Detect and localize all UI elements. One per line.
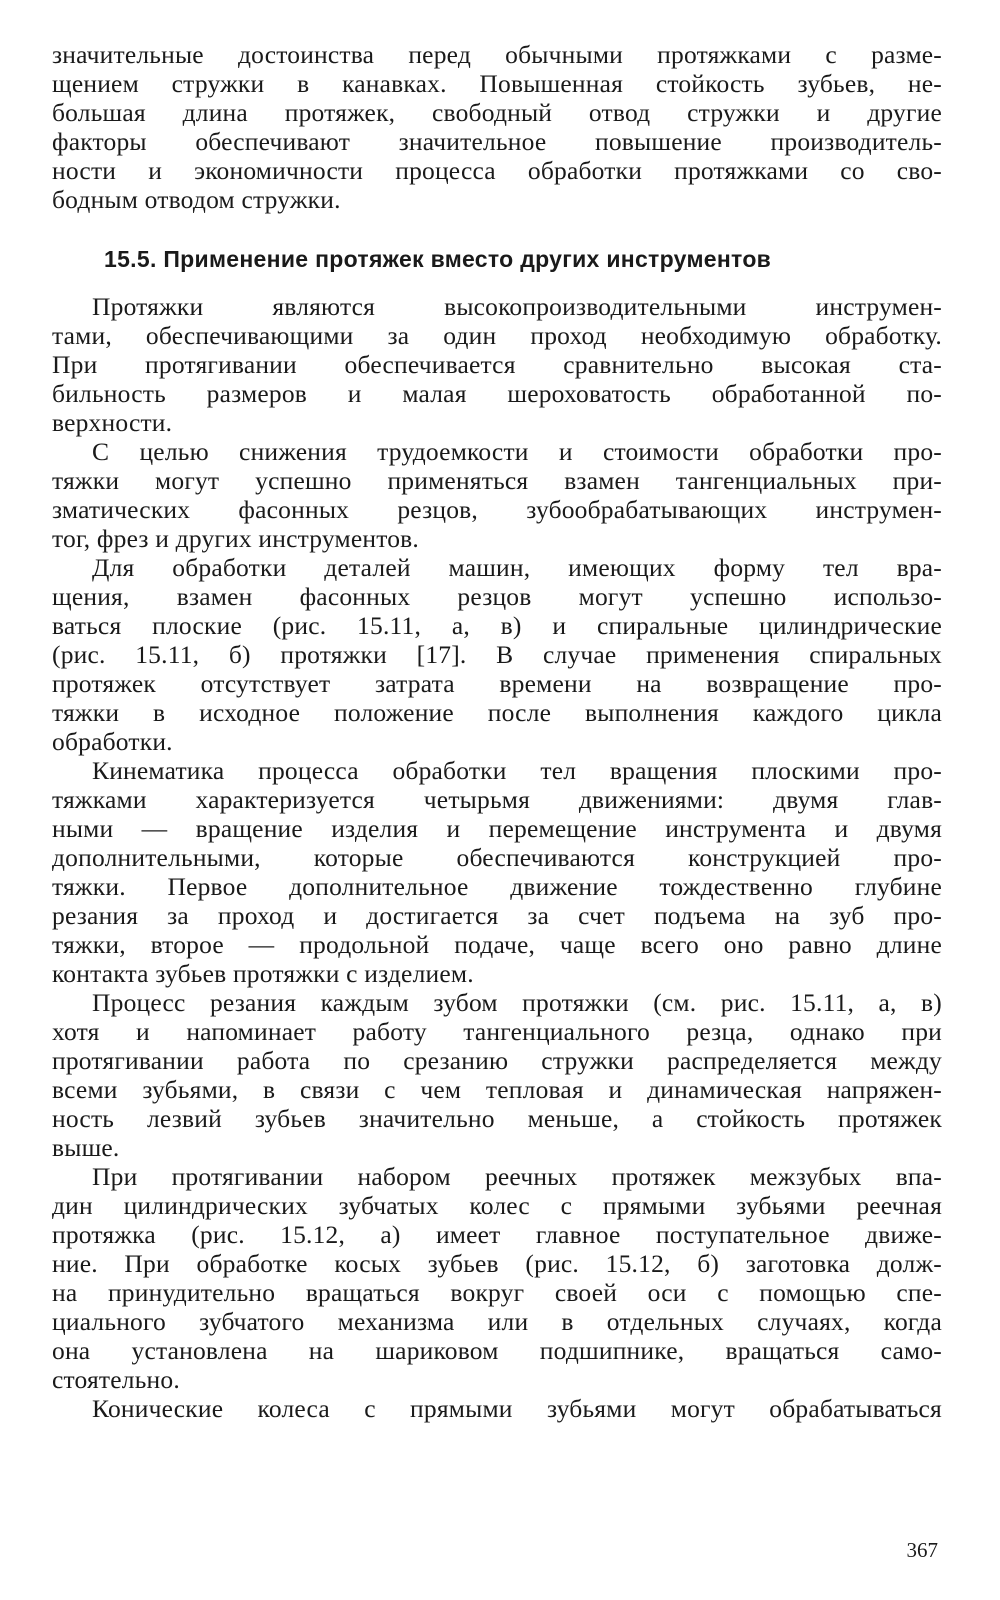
- text-line: хотя и напоминает работу тангенциального резца, однако при: [52, 1017, 942, 1046]
- paragraph: [52, 1394, 942, 1423]
- section-heading: 15.5. Применение протяжек вместо других инструментов: [104, 246, 772, 272]
- paragraph: [52, 292, 942, 437]
- text-line: ваться плоские (рис. 15.11, а, в) и спиральные цилиндрические: [52, 611, 942, 640]
- text-line: обработки.: [52, 727, 173, 756]
- text-line: Протяжки являются высокопроизводительными инструмен-: [92, 292, 942, 321]
- text-line: тами, обеспечивающими за один проход необходимую обработку.: [52, 321, 942, 350]
- paragraph: [52, 553, 942, 756]
- text-line: ности и экономичности процесса обработки протяжками со сво-: [52, 156, 942, 185]
- text-line: Кинематика процесса обработки тел вращения плоскими про-: [92, 756, 942, 785]
- text-line: щения, взамен фасонных резцов могут успешно использо-: [52, 582, 942, 611]
- text-line: тяжки могут успешно применяться взамен тангенциальных при-: [52, 466, 942, 495]
- text-line: факторы обеспечивают значительное повышение производитель-: [52, 127, 942, 156]
- text-line: ность лезвий зубьев значительно меньше, а стойкость протяжек: [52, 1104, 942, 1133]
- text-line: тяжки в исходное положение после выполнения каждого цикла: [52, 698, 942, 727]
- text-line: дополнительными, которые обеспечиваются конструкцией про-: [52, 843, 942, 872]
- text-line: ние. При обработке косых зубьев (рис. 15.12, б) заготовка долж-: [52, 1249, 942, 1278]
- text-line: выше.: [52, 1133, 120, 1162]
- text-line: протяжка (рис. 15.12, а) имеет главное поступательное движе-: [52, 1220, 942, 1249]
- text-line: (рис. 15.11, б) протяжки [17]. В случае применения спиральных: [52, 640, 942, 669]
- text-line: она установлена на шариковом подшипнике, вращаться само-: [52, 1336, 942, 1365]
- text-line: При протягивании обеспечивается сравнительно высокая ста-: [52, 350, 942, 379]
- text-line: циального зубчатого механизма или в отдельных случаях, когда: [52, 1307, 942, 1336]
- text-line: зматических фасонных резцов, зубообрабатывающих инструмен-: [52, 495, 942, 524]
- text-line: бильность размеров и малая шероховатость обработанной по-: [52, 379, 942, 408]
- text-line: ными — вращение изделия и перемещение инструмента и двумя: [52, 814, 942, 843]
- paragraph: [52, 756, 942, 988]
- paragraph: [52, 437, 942, 553]
- paragraph: [52, 988, 942, 1162]
- text-line: Процесс резания каждым зубом протяжки (см. рис. 15.11, а, в): [92, 988, 942, 1017]
- text-line: стоятельно.: [52, 1365, 180, 1394]
- page-number: 367: [906, 1538, 938, 1562]
- text-line: тяжки. Первое дополнительное движение тождественно глубине: [52, 872, 942, 901]
- text-line: При протягивании набором реечных протяжек межзубых впа-: [92, 1162, 942, 1191]
- text-line: тяжки, второе — продольной подаче, чаще всего оно равно длине: [52, 930, 942, 959]
- text-line: верхности.: [52, 408, 173, 437]
- text-line: С целью снижения трудоемкости и стоимости обработки про-: [92, 437, 942, 466]
- intro-paragraph: [52, 40, 942, 214]
- text-line: резания за проход и достигается за счет подъема на зуб про-: [52, 901, 942, 930]
- text-line: щением стружки в канавках. Повышенная стойкость зубьев, не-: [52, 69, 942, 98]
- body-text: [52, 292, 942, 1423]
- text-line: протягивании работа по срезанию стружки распределяется между: [52, 1046, 942, 1075]
- text-line: Для обработки деталей машин, имеющих форму тел вра-: [92, 553, 942, 582]
- text-line: на принудительно вращаться вокруг своей оси с помощью спе-: [52, 1278, 942, 1307]
- text-line: тог, фрез и других инструментов.: [52, 524, 419, 553]
- text-line: дин цилиндрических зубчатых колес с прямыми зубьями реечная: [52, 1191, 942, 1220]
- text-line: Конические колеса с прямыми зубьями могут обрабатываться: [92, 1394, 942, 1423]
- text-line: тяжками характеризуется четырьмя движениями: двумя глав-: [52, 785, 942, 814]
- text-line: большая длина протяжек, свободный отвод стружки и другие: [52, 98, 942, 127]
- text-line: значительные достоинства перед обычными протяжками с разме-: [52, 40, 942, 69]
- text-line: контакта зубьев протяжки с изделием.: [52, 959, 474, 988]
- text-line: протяжек отсутствует затрата времени на возвращение про-: [52, 669, 942, 698]
- text-line: всеми зубьями, в связи с чем тепловая и динамическая напряжен-: [52, 1075, 942, 1104]
- text-line: бодным отводом стружки.: [52, 185, 341, 214]
- page-body: [52, 40, 942, 1560]
- paragraph: [52, 1162, 942, 1394]
